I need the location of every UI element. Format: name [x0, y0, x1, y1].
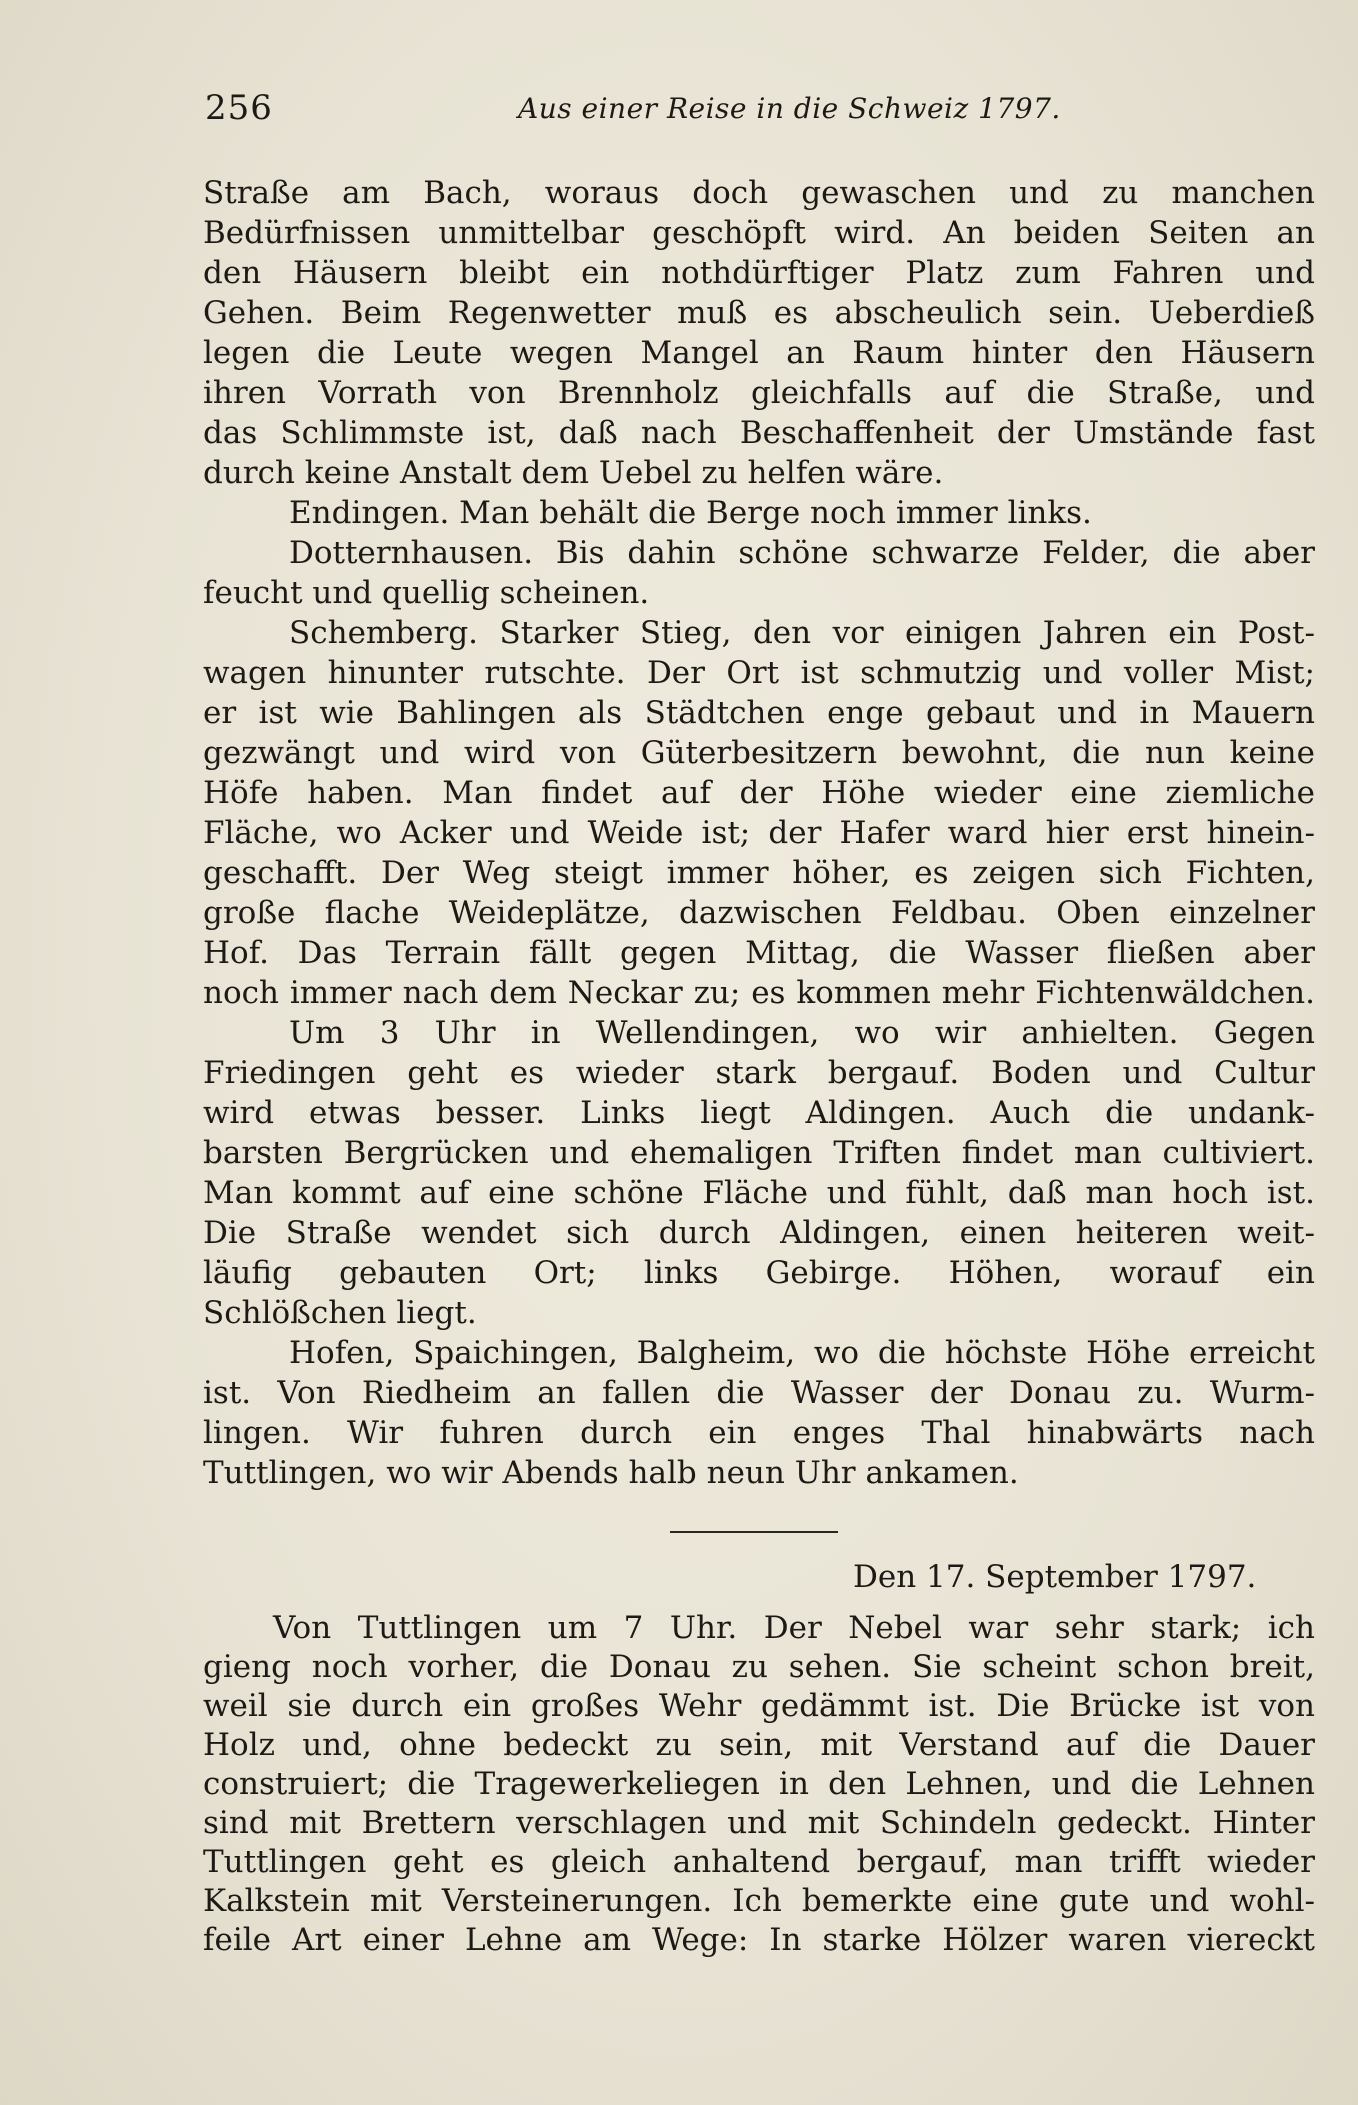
text-line: Endingen. Man behält die Berge noch immer links.	[289, 495, 1092, 531]
text-line: Schemberg. Starker Stieg, den vor einigen Jahren ein Post-	[289, 615, 1315, 651]
text-line: barsten Bergrücken und ehemaligen Triften findet man cultiviert.	[203, 1135, 1315, 1171]
text-line: wagen hinunter rutschte. Der Ort ist schmutzig und voller Mist;	[203, 655, 1315, 691]
text-line: legen die Leute wegen Mangel an Raum hinter den Häusern	[203, 335, 1315, 371]
text-line: lingen. Wir fuhren durch ein enges Thal hinabwärts nach	[203, 1415, 1315, 1451]
text-line: gieng noch vorher, die Donau zu sehen. Sie scheint schon breit,	[203, 1649, 1315, 1685]
text-line: Tuttlingen geht es gleich anhaltend bergauf, man trifft wieder	[203, 1844, 1315, 1880]
text-line: gezwängt und wird von Güterbesitzern bewohnt, die nun keine	[203, 735, 1315, 771]
text-line: den Häusern bleibt ein nothdürftiger Platz zum Fahren und	[203, 255, 1315, 291]
page-header	[205, 88, 1315, 138]
date-heading: Den 17. September 1797.	[853, 1559, 1257, 1595]
text-line: geschafft. Der Weg steigt immer höher, es zeigen sich Fichten,	[203, 855, 1315, 891]
text-line: das Schlimmste ist, daß nach Beschaffenheit der Umstände fast	[203, 415, 1315, 451]
text-line: Von Tuttlingen um 7 Uhr. Der Nebel war sehr stark; ich	[273, 1610, 1315, 1646]
text-line: wird etwas besser. Links liegt Aldingen. Auch die undank-	[203, 1095, 1315, 1131]
text-line: Die Straße wendet sich durch Aldingen, einen heiteren weit-	[203, 1215, 1315, 1251]
running-title: Aus einer Reise in die Schweiz 1797.	[518, 92, 1061, 125]
text-line: ihren Vorrath von Brennholz gleichfalls auf die Straße, und	[203, 375, 1315, 411]
text-line: Holz und, ohne bedeckt zu sein, mit Verstand auf die Dauer	[203, 1727, 1315, 1763]
text-line: Hofen, Spaichingen, Balgheim, wo die höchste Höhe erreicht	[289, 1335, 1315, 1371]
text-line: weil sie durch ein großes Wehr gedämmt ist. Die Brücke ist von	[203, 1688, 1315, 1724]
text-line: Fläche, wo Acker und Weide ist; der Hafer ward hier erst hinein-	[203, 815, 1315, 851]
text-line: Schlößchen liegt.	[203, 1295, 477, 1331]
text-line: Höfe haben. Man findet auf der Höhe wieder eine ziemliche	[203, 775, 1315, 811]
text-line: läufig gebauten Ort; links Gebirge. Höhen, worauf ein	[203, 1255, 1315, 1291]
text-line: Kalkstein mit Versteinerungen. Ich bemerkte eine gute und wohl-	[203, 1883, 1315, 1919]
text-line: Straße am Bach, woraus doch gewaschen und zu manchen	[203, 175, 1315, 211]
text-line: er ist wie Bahlingen als Städtchen enge gebaut und in Mauern	[203, 695, 1315, 731]
text-line: Gehen. Beim Regenwetter muß es abscheulich sein. Ueberdieß	[203, 295, 1315, 331]
text-line: Bedürfnissen unmittelbar geschöpft wird. An beiden Seiten an	[203, 215, 1315, 251]
text-line: Um 3 Uhr in Wellendingen, wo wir anhielten. Gegen	[289, 1015, 1315, 1051]
text-line: ist. Von Riedheim an fallen die Wasser der Donau zu. Wurm-	[203, 1375, 1315, 1411]
text-line: Dotternhausen. Bis dahin schöne schwarze Felder, die aber	[289, 535, 1315, 571]
text-line: große flache Weideplätze, dazwischen Feldbau. Oben einzelner	[203, 895, 1315, 931]
text-line: construiert; die Tragewerkeliegen in den Lehnen, und die Lehnen	[203, 1766, 1315, 1802]
text-line: feile Art einer Lehne am Wege: In starke Hölzer waren viereckt	[203, 1922, 1315, 1958]
text-line: durch keine Anstalt dem Uebel zu helfen wäre.	[203, 455, 944, 491]
section-separator	[203, 1493, 1315, 1545]
horizontal-rule	[670, 1531, 838, 1533]
text-line: Man kommt auf eine schöne Fläche und fühlt, daß man hoch ist.	[203, 1175, 1315, 1211]
body-text	[203, 173, 1315, 1960]
text-line: sind mit Brettern verschlagen und mit Schindeln gedeckt. Hinter	[203, 1805, 1315, 1841]
text-line: noch immer nach dem Neckar zu; es kommen mehr Fichtenwäldchen.	[203, 975, 1315, 1011]
text-line: feucht und quellig scheinen.	[203, 575, 650, 611]
text-line: Tuttlingen, wo wir Abends halb neun Uhr ankamen.	[203, 1455, 1019, 1491]
page-number: 256	[205, 88, 273, 128]
text-line: Hof. Das Terrain fällt gegen Mittag, die Wasser fließen aber	[203, 935, 1315, 971]
text-line: Friedingen geht es wieder stark bergauf. Boden und Cultur	[203, 1055, 1315, 1091]
